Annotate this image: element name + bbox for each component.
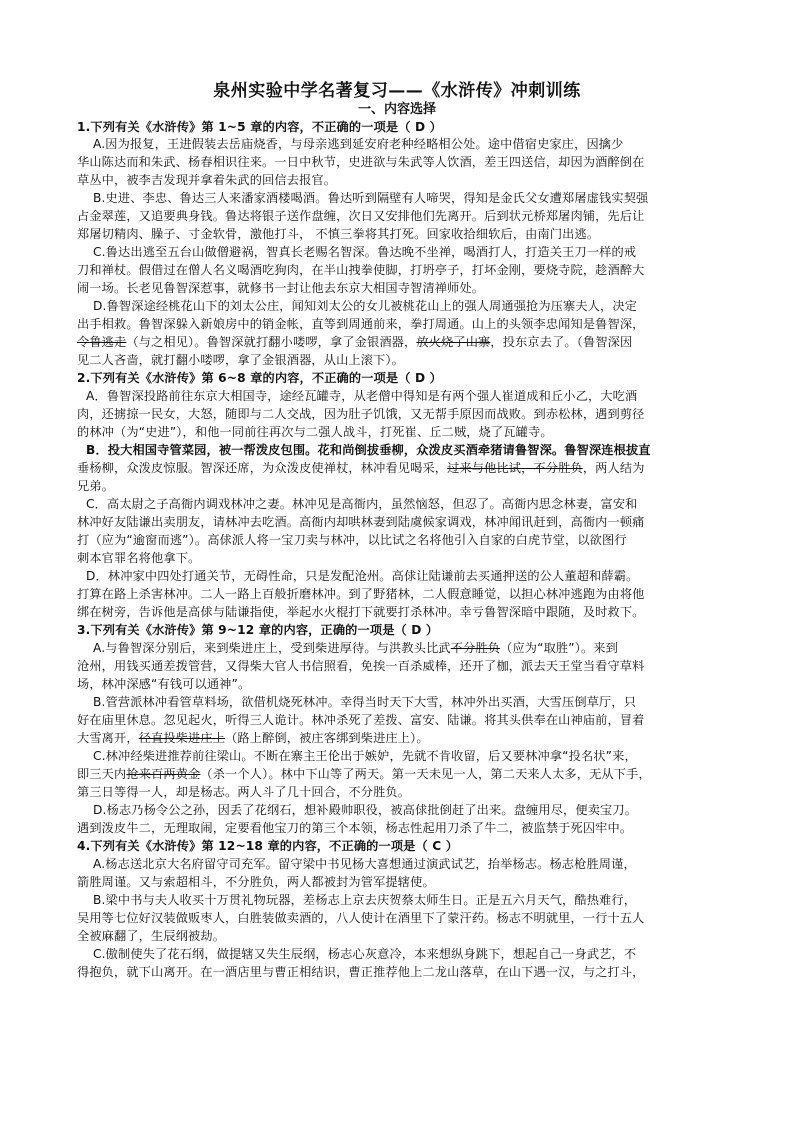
option-line: 草丛中，被李吉发现并拿着朱武的回信去报官。 (77, 173, 337, 187)
option-line: B.管营派林冲看管草料场，欲借机烧死林冲。幸得当时天下大雪，林冲外出买酒，大雪压倒草厅，只 (93, 695, 637, 709)
option-line: 打（应为“逾窗而逃”）。高俅派人将一宝刀卖与林冲，以比试之名将他引入自家的白虎节堂，以欲图行 (77, 533, 627, 547)
strikethrough-text: 过来与他比试，不分胜负 (447, 461, 583, 475)
question-1-stem: 1.下列有关《水浒传》第 1~5 章的内容，不正确的一项是（ D ） (77, 120, 442, 134)
option-line: 全被麻翻了，生辰纲被劫。 (77, 929, 226, 943)
strikethrough-text: 令鲁逃走 (77, 335, 127, 349)
section-heading: 一、内容选择 (357, 102, 436, 117)
option-line: 出手相救。鲁智深躲入新娘房中的销金帐，直等到周通前来，拳打周通。山上的头领李忠闻知是鲁智深， (77, 317, 645, 331)
option-line: 第三日等得一人，却是杨志。两人斗了几十回合，不分胜负。 (77, 785, 411, 799)
strikethrough-text: 抢来百两黄金 (126, 767, 201, 781)
option-line: 场，林冲深感“有钱可以通神”。 (77, 677, 251, 691)
option-line: 见二人吝啬，就打翻小喽啰，拿了金银酒器，从山上滚下）。 (77, 353, 405, 367)
option-line: C．高太尉之子高衙内调戏林冲之妻。林冲见是高衙内，虽然恼怒，但忍了。高衙内思念林妻，富安和 (86, 497, 638, 511)
option-line: 即三天内抢来百两黄金（杀一个人）。林中下山等了两天。第一天未见一人，第二天来人太多，无从下手， (77, 767, 651, 781)
option-line: C.傲制使失了花石纲，做提辖又失生辰纲，杨志心灰意冷，本来想纵身跳下，想起自己一身武艺，不 (93, 947, 637, 961)
option-line: 占金翠莲，又追要典身钱。鲁达将银子送作盘缠，次日又安排他们先离开。后到状元桥郑屠肉铺，先后让 (77, 209, 645, 223)
option-line: 的林冲（为“史进”），和他一同前往再次与二强人战斗，打死崔、丘二贼，烧了瓦罐寺。 (77, 425, 553, 439)
option-line: 闹一场。长老见鲁智深惹事，就修书一封让他去东京大相国寺智清禅师处。 (77, 281, 485, 295)
option-line: A．鲁智深投路前往东京大相国寺，途经瓦罐寺，从老僧中得知是有两个强人崔道成和丘小乙，大吃酒 (86, 389, 638, 403)
option-line: 令鲁逃走（与之相见）。鲁智深就打翻小喽啰，拿了金银酒器，放火烧了山寨，投东京去了。（鲁智深因 (77, 335, 633, 349)
option-line: 打算在路上杀害林冲。二人一路上百般折磨林冲。到了野猪林，二人假意睡觉，以担心林冲逃跑为由将他 (77, 587, 645, 601)
document-title: 泉州实验中学名著复习——《水浒传》冲刺训练 (213, 81, 581, 101)
option-line: D.鲁智深途经桃花山下的刘太公庄，闻知刘太公的女儿被桃花山上的强人周通强抢为压寨夫人，决定 (93, 299, 638, 313)
option-line: 得抱负，就下山离开。在一酒店里与曹正相结识，曹正推荐他上二龙山落草，在山下遇一汉，与之打斗， (77, 965, 645, 979)
option-line: 肉，还掳掠一民女，大怒，随即与二人交战，因为肚子饥饿，又无帮手原因而战败。到赤松林，遇到剪径 (77, 407, 645, 421)
option-line: B.梁中书与夫人收买十万贯礼物玩器，差杨志上京去庆贺蔡太师生日。正是五六月天气，酷热难行， (93, 893, 637, 907)
strikethrough-text: 放火烧了山寨 (416, 335, 491, 349)
option-line: 林冲好友陆谦出卖朋友，请林冲去吃酒。高衙内却哄林妻到陆虞候家调戏，林冲闻讯赶到，高衙内一顿痛 (77, 515, 645, 529)
option-line: C.林冲经柴进推荐前往梁山。不断在寨主王伦出于嫉妒，先就不肯收留，后又要林冲拿“投名状”来， (93, 749, 637, 763)
option-line: 大雪离开，径直投柴进庄上（路上醉倒，被庄客绑到柴进庄上）。 (77, 731, 429, 745)
option-line: 吴用等七位好汉装做贩枣人，白胜装做卖酒的，八人使计在酒里下了蒙汗药。杨志不明就里，一行十五人 (77, 911, 645, 925)
option-line: 遇到泼皮牛二，无理取闹，定要看他宝刀的第三个本领，杨志性起用刀杀了牛二，被监禁于死囚牢中。 (77, 821, 633, 835)
option-line: B．投大相国寺管菜园，被一帮泼皮包围。花和尚倒拔垂柳，众泼皮买酒牵猪请鲁智深。鲁智深连根拔直 (86, 443, 651, 457)
option-line: 兄弟。 (77, 479, 115, 493)
option-line: 华山陈达而和朱武、杨春相识往来。一日中秋节，史进欲与朱武等人饮酒，差王四送信，却因为酒醉倒在 (77, 155, 645, 169)
option-line: B.史进、李忠、鲁达三人来潘家酒楼喝酒。鲁达听到隔壁有人啼哭，得知是金氏父女遭郑屠虚钱实契强 (93, 191, 649, 205)
option-line: 沧州，用钱买通差拨管营，又得柴大官人书信照看，免挨一百杀威棒，还开了枷，派去天王堂当看守草料 (77, 659, 645, 673)
option-line: D.杨志乃杨令公之孙，因丢了花纲石，想补殿帅职役，被高俅批倒赶了出来。盘缠用尽，便卖宝刀。 (93, 803, 638, 817)
question-4-stem: 4.下列有关《水浒传》第 12~18 章的内容，不正确的一项是（ C ） (77, 839, 459, 853)
option-line: A.杨志送北京大名府留守司充军。留守梁中书见杨大喜想通过演武试艺，抬举杨志。杨志枪胜周谨， (93, 857, 636, 871)
strikethrough-text: 不分胜负 (450, 641, 501, 655)
strikethrough-text: 径直投柴进庄上 (138, 731, 226, 745)
option-line: 箭胜周谨。又与索超相斗，不分胜负，两人都被封为管军提辖使。 (77, 875, 435, 889)
option-line: A.与鲁智深分别后，来到柴进庄上，受到柴进厚待。与洪教头比武不分胜负（应为“取胜”）。来到 (93, 641, 618, 655)
option-line: A.因为报复，王进假装去岳庙烧香，与母亲逃到延安府老种经略相公处。途中借宿史家庄，因擒少 (93, 137, 624, 151)
option-line: D．林冲家中四处打通关节，无碍性命，只是发配沧州。高俅让陆谦前去买通押送的公人董超和薛霸。 (86, 569, 639, 583)
option-line: 刀和禅杖。假借过在僧人名义喝酒吃狗肉，在半山拽拳使脚，打坍亭子，打坏金刚，要烧寺院，趁酒醉大 (77, 263, 645, 277)
question-3-stem: 3.下列有关《水浒传》第 9~12 章的内容，正确的一项是（ D ） (77, 623, 439, 637)
option-line: 好在庙里休息。忽见起火，听得三人诡计。林冲杀死了差拨、富安、陆谦。将其头供奉在山神庙前，冒着 (77, 713, 645, 727)
option-line: 郑屠切精肉、臊子、寸金软骨，激他打斗， 不慎三拳将其打死。回家收拾细软后，由南门出逃。 (77, 227, 600, 241)
option-line: C.鲁达出逃至五台山做僧避祸，智真长老赐名智深。鲁达晚不坐禅，喝酒打人，打造关王刀一样的戒 (93, 245, 637, 259)
option-line: 垂杨柳，众泼皮惊服。智深还席，为众泼皮使禅杖，林冲看见喝采，过来与他比试，不分胜负，两人结为 (77, 461, 645, 475)
option-line: 绑在树旁，告诉他是高俅与陆谦指使，举起水火棍打下就要打杀林冲。幸亏鲁智深暗中跟随，及时救下。 (77, 605, 645, 619)
option-line: 刺本官罪名将他拿下。 (77, 551, 201, 565)
question-2-stem: 2.下列有关《水浒传》第 6~8 章的内容，不正确的一项是（ D ） (77, 371, 442, 385)
